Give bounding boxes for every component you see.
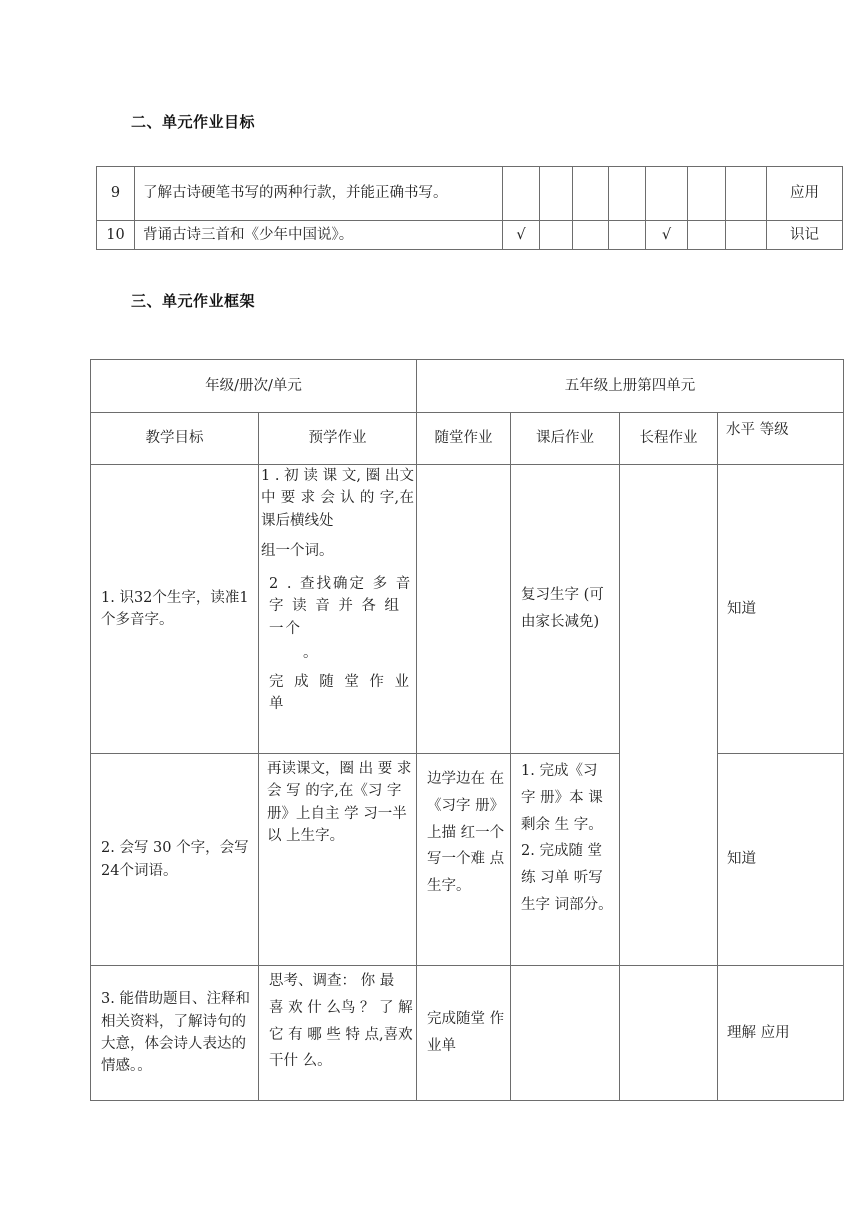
section-heading-objectives: 二、单元作业目标 (131, 113, 256, 131)
col-header-long: 长程作业 (620, 413, 718, 465)
table-row (91, 754, 844, 966)
pre-homework-line: 。 (303, 645, 318, 662)
goal-cell: 2. 会写 30 个字，会写 24个词语。 (91, 754, 259, 966)
grade-unit-label: 年级/册次/单元 (91, 360, 417, 413)
class-homework-cell: 边学边在 在《习字 册》上描 红一个 写一个难 点 生字。 (417, 754, 511, 966)
goal-cell: 1. 识32个生字，读准1 个多音字。 (91, 465, 259, 754)
grade-unit-value: 五年级上册第四单元 (417, 360, 844, 413)
after-homework-cell: 复习生字 (可 由家长减免) (511, 465, 620, 754)
level-cell: 理解 应用 (718, 966, 844, 1101)
long-homework-cell (620, 465, 718, 966)
objective-text: 背诵古诗三首和《少年中国说》。 (135, 221, 503, 250)
pre-homework-line: 1 . 初 读 课 文, 圈 出文中 要 求 会 认 的 字,在课后横线处 (261, 468, 414, 529)
pre-homework-cell: 再读课文，圈 出 要 求 会 写 的字,在《习 字册》上自主 学 习一半以 上生字。 (259, 754, 417, 966)
level-cell: 应用 (767, 167, 843, 221)
col-header-pre: 预学作业 (259, 413, 417, 465)
pre-homework-line: 2 . 查找确定 多 音 字 读 音 并 各 组一个 (269, 575, 413, 637)
mark-cell (573, 221, 609, 250)
table-row (91, 465, 844, 754)
class-homework-cell: 完成随堂 作 业单 (417, 966, 511, 1101)
table-row (97, 221, 843, 250)
after-homework-cell: 1. 完成《习 字 册》本 课剩余 生 字。 2. 完成随 堂练 习单 听写生字 词部分。 (511, 754, 620, 966)
long-homework-cell (620, 966, 718, 1101)
mark-cell (688, 167, 726, 221)
mark-cell (688, 221, 726, 250)
table-row (91, 413, 844, 465)
mark-cell (503, 167, 540, 221)
mark-cell (573, 167, 609, 221)
pre-homework-line: 组一个词。 (261, 543, 334, 560)
mark-cell (726, 221, 767, 250)
row-number: 9 (97, 167, 135, 221)
objective-text: 了解古诗硬笔书写的两种行款，并能正确书写。 (135, 167, 503, 221)
mark-cell (609, 221, 646, 250)
pre-homework-cell (259, 465, 417, 754)
row-number: 10 (97, 221, 135, 250)
table-row (91, 360, 844, 413)
level-cell: 识记 (767, 221, 843, 250)
pre-homework-line: 完 成 随 堂 作 业单 (269, 673, 413, 713)
level-cell: 知道 (718, 754, 844, 966)
table-row (91, 966, 844, 1101)
class-homework-cell (417, 465, 511, 754)
objectives-table (96, 166, 843, 250)
framework-table (90, 359, 844, 1101)
pre-homework-cell: 思考、调查： 你 最 喜 欢 什 么鸟 ？ 了 解 它 有 哪 些 特 点,喜欢干什 么。 (259, 966, 417, 1101)
mark-cell (540, 221, 573, 250)
col-header-goal: 教学目标 (91, 413, 259, 465)
mark-cell: √ (503, 221, 540, 250)
col-header-class: 随堂作业 (417, 413, 511, 465)
mark-cell (540, 167, 573, 221)
col-header-after: 课后作业 (511, 413, 620, 465)
mark-cell: √ (646, 221, 688, 250)
table-row (97, 167, 843, 221)
mark-cell (726, 167, 767, 221)
mark-cell (646, 167, 688, 221)
level-cell: 知道 (718, 465, 844, 754)
col-header-level: 水平 等级 (718, 413, 844, 465)
goal-cell: 3. 能借助题目、注释和相关资料，了解诗句的大意，体会诗人表达的情感。。 (91, 966, 259, 1101)
mark-cell (609, 167, 646, 221)
after-homework-cell (511, 966, 620, 1101)
section-heading-framework: 三、单元作业框架 (131, 292, 256, 310)
